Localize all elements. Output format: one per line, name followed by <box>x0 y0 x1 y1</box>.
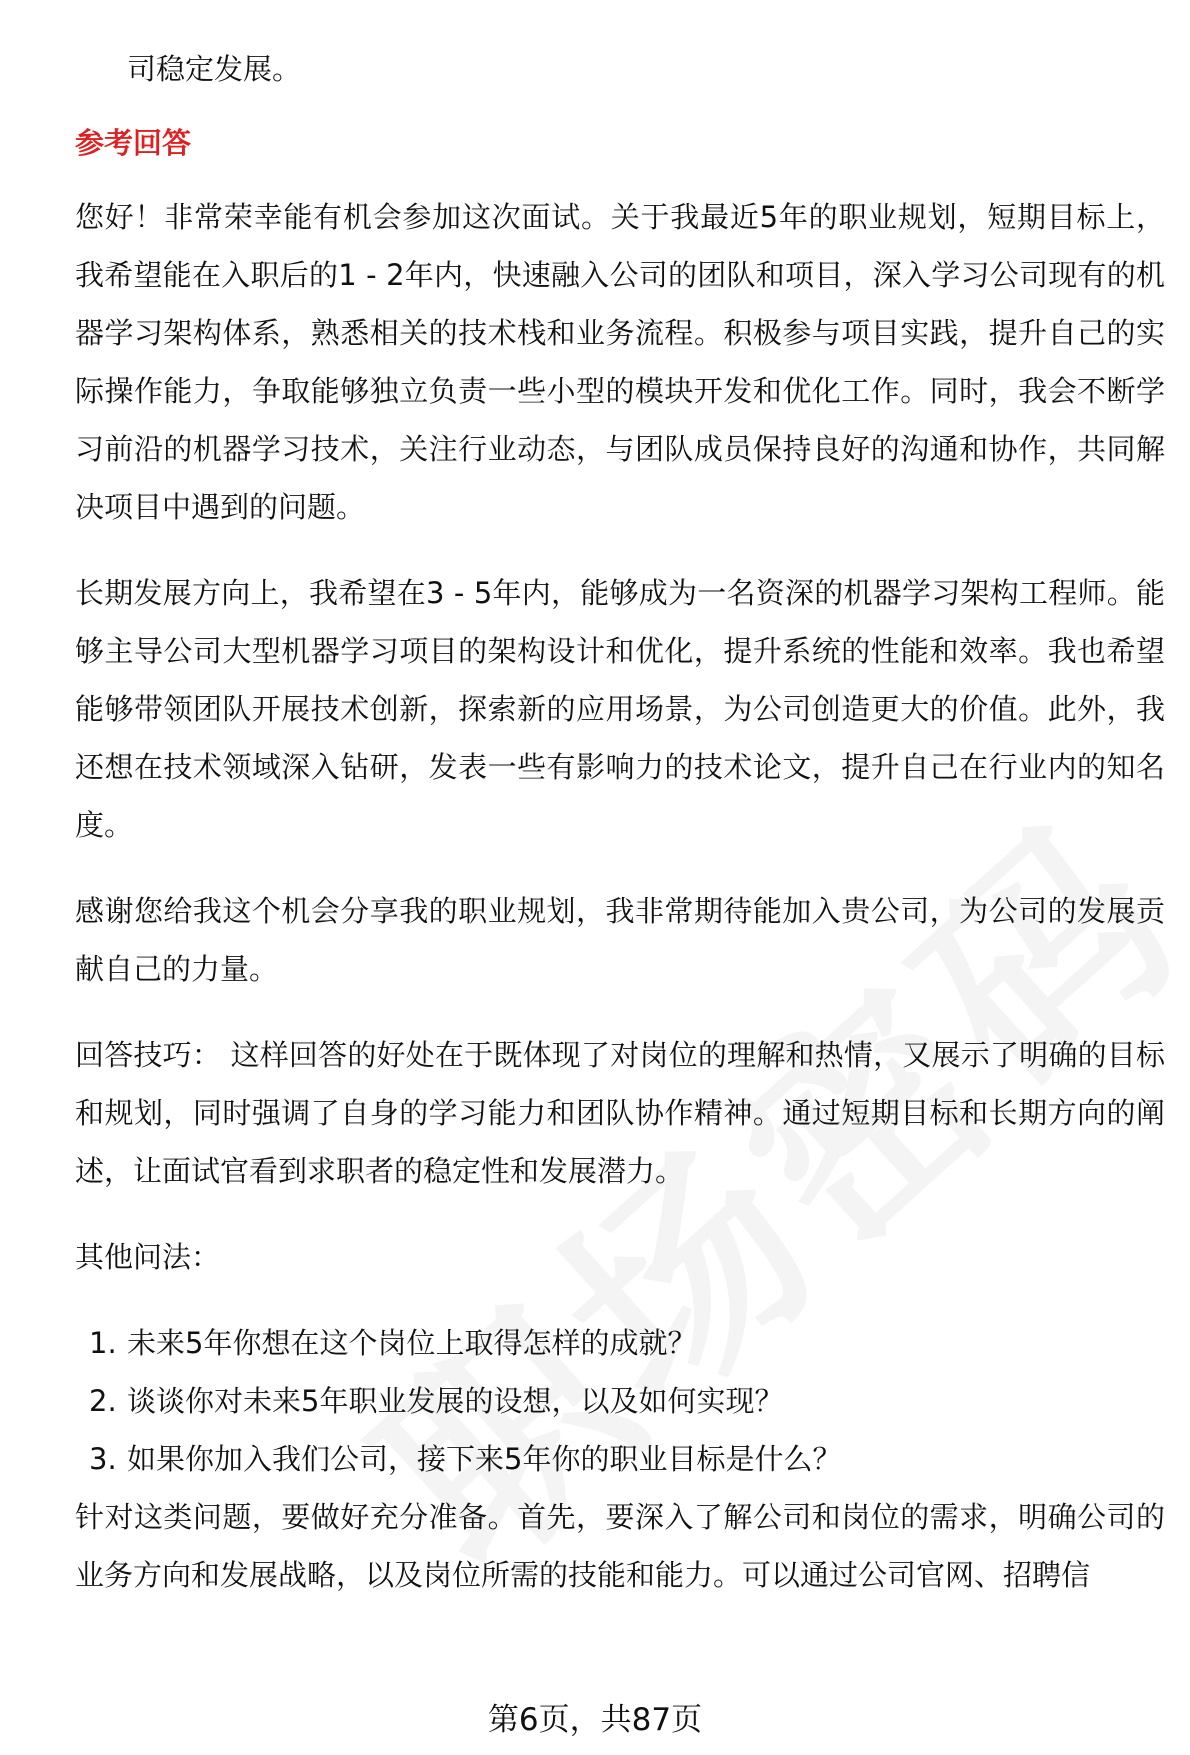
answer-paragraph-2: 长期发展方向上，我希望在3 - 5年内，能够成为一名资深的机器学习架构工程师。能够主导公司大型机器学习项目的架构设计和优化，提升系统的性能和效率。我也希望能够带领团队开展技术创新，探索新的应用场景，为公司创造更大的价值。此外，我还想在技术领域深入钻研，发表一些有影响力的技术论文，提升自己在行业内的知名度。 <box>75 576 1165 842</box>
list-item <box>89 1430 1165 1488</box>
continued-line: 司稳定发展。 <box>127 52 302 86</box>
list-item <box>89 1314 1165 1372</box>
list-item <box>89 1372 1165 1430</box>
answer-paragraph-3: 感谢您给我这个机会分享我的职业规划，我非常期待能加入贵公司，为公司的发展贡献自己的力量。 <box>75 894 1165 986</box>
list-item-text: 如果你加入我们公司，接下来5年你的职业目标是什么？ <box>127 1442 842 1476</box>
closing-paragraph: 针对这类问题，要做好充分准备。首先，要深入了解公司和岗位的需求，明确公司的业务方向和发展战略，以及岗位所需的技能和能力。可以通过公司官网、招聘信 <box>75 1500 1165 1592</box>
answer-paragraph-1: 您好！非常荣幸能有机会参加这次面试。关于我最近5年的职业规划，短期目标上，我希望能在入职后的1 - 2年内，快速融入公司的团队和项目，深入学习公司现有的机器学习架构体系，熟悉相关的技术栈和业务流程。积极参与项目实践，提升自己的实际操作能力，争取能够独立负责一些小型的模块开发和优化工作。同时，我会不断学习前沿的机器学习技术，关注行业动态，与团队成员保持良好的沟通和协作，共同解决项目中遇到的问题。 <box>75 200 1165 524</box>
list-item-number: 2. <box>89 1384 117 1418</box>
answer-heading: 参考回答 <box>75 126 192 160</box>
page-content <box>75 40 1165 1604</box>
other-questions-list <box>75 1314 1165 1488</box>
list-item-text: 未来5年你想在这个岗位上取得怎样的成就？ <box>127 1326 697 1360</box>
page-number-footer: 第6页，共87页 <box>487 1702 703 1738</box>
list-item-number: 3. <box>89 1442 117 1476</box>
other-questions-label: 其他问法： <box>75 1240 221 1274</box>
list-item-number: 1. <box>89 1326 117 1360</box>
list-item-text: 谈谈你对未来5年职业发展的设想，以及如何实现？ <box>127 1384 784 1418</box>
tips-paragraph: 回答技巧： 这样回答的好处在于既体现了对岗位的理解和热情，又展示了明确的目标和规划，同时强调了自身的学习能力和团队协作精神。通过短期目标和长期方向的阐述，让面试官看到求职者的稳定性和发展潜力。 <box>75 1038 1165 1188</box>
